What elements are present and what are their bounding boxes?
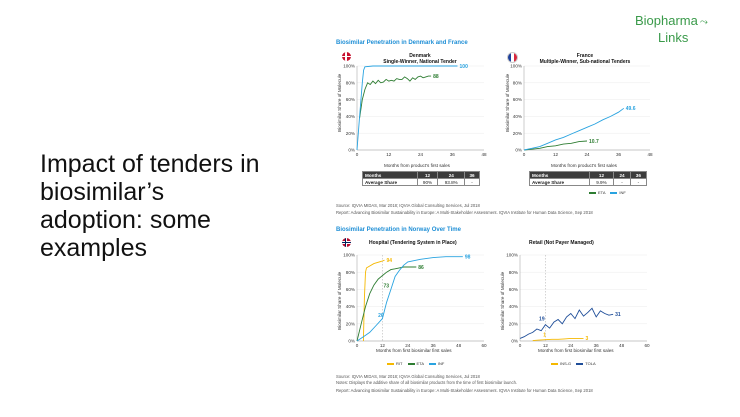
legend-swatch-ins-g xyxy=(551,363,558,364)
norway-hospital-xtick-label: 48 xyxy=(456,343,462,348)
denmark-ytick-label: 20% xyxy=(345,130,355,136)
table-cell: Average Share xyxy=(530,179,590,186)
norway-hospital-ylabel: Biosimilar Share of Molecule xyxy=(337,271,342,330)
denmark-xtick-label: 36 xyxy=(449,152,455,157)
legend-swatch-eta xyxy=(408,363,415,364)
denmark-ylabel: Biosimilar Share of Molecule xyxy=(337,73,342,132)
france-xtick-label: 36 xyxy=(615,152,622,157)
legend-label: ETA xyxy=(416,361,424,366)
norway-hospital-ytick-label: 40% xyxy=(345,304,355,310)
france-ytick-label: 20% xyxy=(512,130,522,136)
france-ylabel: Biosimilar Share of Molecule xyxy=(505,73,510,132)
norway-retail-series-tola xyxy=(520,308,613,338)
bottom-section-title: Biosimilar Penetration in Norway Over Time xyxy=(336,227,461,233)
france-ytick-label: 60% xyxy=(512,97,522,103)
title-line-3: adoption: some xyxy=(40,206,211,234)
norway-retail-series-ins-g xyxy=(533,338,584,340)
table-header: Months xyxy=(363,172,418,179)
norway-retail-xtick-label: 0 xyxy=(518,343,522,348)
norway-retail-xtick-label: 12 xyxy=(542,343,548,348)
table-cell: Average Share xyxy=(363,179,418,186)
chart-arrow-icon: ⤳ xyxy=(699,17,708,28)
france-ytick-label: 40% xyxy=(512,114,522,119)
title-line-1: Impact of tenders in xyxy=(40,150,260,178)
table-cell: 90% xyxy=(417,179,438,186)
table-header: 12 xyxy=(417,172,438,179)
legend-swatch-rit xyxy=(387,363,394,364)
norway-hospital-series-eta xyxy=(357,267,416,341)
table-header: 36 xyxy=(465,172,480,179)
france-xtick-label: 12 xyxy=(552,152,559,157)
top-source-line-2: Report: Advancing Biosimilar Sustainability in Europe: A Multi-Stakeholder Assessment. IQVIA Institute for Human Data Science, Sep 2018 xyxy=(336,210,593,215)
table-header: 24 xyxy=(438,172,465,179)
norway-hospital-ytick-label: 60% xyxy=(345,287,355,292)
france-data-label: 10.7 xyxy=(589,138,599,145)
norway-retail-xtick-label: 36 xyxy=(593,343,599,348)
title-line-4: examples xyxy=(40,234,147,262)
table-header: Months xyxy=(530,172,590,179)
bottom-source-line-3: Report: Advancing Biosimilar Sustainability in Europe: A Multi-Stakeholder Assessment. IQVIA Institute for Human Data Science, Sep 2018 xyxy=(336,388,593,393)
norway-retail-xtick-label: 24 xyxy=(568,343,574,348)
norway-hospital-ytick-label: 100% xyxy=(343,252,355,258)
france-data-label: 49.6 xyxy=(625,106,636,113)
legend-label: TOLA xyxy=(585,361,596,366)
legend-label: INF xyxy=(437,361,445,366)
logo-line-1: Biopharma xyxy=(635,13,698,28)
norway-hospital-title: Hospital (Tendering System in Place) xyxy=(369,240,457,246)
denmark-ytick-label: 80% xyxy=(345,80,355,86)
legend-swatch-tola xyxy=(576,363,583,364)
bottom-source-line-1: Source: IQVIA MIDAS, Mar 2018; IQVIA Global Consulting Services, Jul 2018 xyxy=(336,374,480,379)
norway-hospital-xtick-label: 60 xyxy=(481,343,487,348)
legend-label: INS-G xyxy=(560,361,572,366)
norway-retail-ytick-label: 20% xyxy=(508,321,518,327)
legend-label: INF xyxy=(619,190,626,195)
top-source-line-1: Source: IQVIA MIDAS, Mar 2018; IQVIA Global Consulting Services, Jul 2018 xyxy=(336,203,480,208)
france-subtitle: Multiple-Winner, Sub-national Tenders xyxy=(539,59,631,65)
denmark-ytick-label: 40% xyxy=(345,114,355,119)
table-cell: - xyxy=(630,179,646,186)
table-cell: - xyxy=(465,179,480,186)
norway-retail-ytick-label: 0% xyxy=(511,338,518,344)
logo-line-2: Links xyxy=(658,30,689,45)
legend-label: RIT xyxy=(396,361,403,366)
norway-hospital-xtick-label: 0 xyxy=(355,343,359,348)
bottom-source-line-2: Notes: Displays the additive share of all biosimilar products from the time of first biosimilar launch. xyxy=(336,380,518,385)
table-cell: 93.8% xyxy=(438,179,465,186)
norway-retail-data-label: 31 xyxy=(615,312,621,319)
norway-hospital-xlabel: Months from first biosimilar first sales xyxy=(376,348,452,353)
norway-retail-ytick-label: 40% xyxy=(508,304,518,310)
norway-retail-ytick-label: 60% xyxy=(508,287,518,292)
legend-label: ETA xyxy=(598,190,606,195)
table-cell: 9.9% xyxy=(589,179,614,186)
norway-retail-xtick-label: 48 xyxy=(619,343,625,348)
norway-hospital-annotation: 73 xyxy=(383,283,390,290)
denmark-data-label: 100 xyxy=(459,63,468,70)
france-xtick-label: 0 xyxy=(522,152,526,157)
norway-hospital-ytick-label: 20% xyxy=(345,321,355,327)
top-section-title: Biosimilar Penetration in Denmark and France xyxy=(336,40,468,46)
norway-retail-title: Retail (Not Payer Managed) xyxy=(529,240,594,246)
norway-retail-data-label: 3 xyxy=(585,336,589,343)
denmark-xlabel: Months from product's first sales xyxy=(384,163,450,168)
france-xtick-label: 24 xyxy=(584,152,590,157)
denmark-data-label: 88 xyxy=(433,73,439,80)
denmark-ytick-label: 0% xyxy=(348,147,355,153)
norway-hospital-ytick-label: 0% xyxy=(348,338,355,344)
table-cell: - xyxy=(614,179,630,186)
denmark-xtick-label: 0 xyxy=(355,152,359,157)
denmark-subtitle: Single-Winner, National Tender xyxy=(383,59,457,65)
denmark-xtick-label: 12 xyxy=(386,152,392,157)
norway-hospital-legend xyxy=(383,361,444,366)
norway-retail-legend xyxy=(547,361,596,366)
norway-retail-xlabel: Months from first biosimilar first sales xyxy=(538,348,614,353)
norway-hospital-xtick-label: 24 xyxy=(405,343,411,348)
france-xtick-label: 48 xyxy=(647,152,653,157)
legend-swatch-inf xyxy=(429,363,436,364)
denmark-xtick-label: 24 xyxy=(417,152,424,157)
denmark-country: Denmark xyxy=(409,53,431,59)
table-header: 24 xyxy=(614,172,630,179)
norway-hospital-annotation: 26 xyxy=(378,312,384,319)
norway-retail-ylabel: Biosimilar Share of Molecule xyxy=(500,271,505,330)
denmark-xtick-label: 48 xyxy=(481,152,487,157)
france-ytick-label: 0% xyxy=(515,147,522,153)
norway-hospital-series-inf xyxy=(357,257,463,341)
norway-hospital-xtick-label: 12 xyxy=(379,343,385,348)
france-country: France xyxy=(576,53,594,59)
denmark-ytick-label: 100% xyxy=(343,63,355,69)
table-header: 36 xyxy=(630,172,646,179)
france-xlabel: Months from product's first sales xyxy=(551,163,617,168)
norway-hospital-xtick-label: 36 xyxy=(430,343,436,348)
norway-hospital-data-label: 86 xyxy=(418,264,424,271)
table-header: 12 xyxy=(589,172,614,179)
norway-retail-ytick-label: 100% xyxy=(506,252,518,258)
norway-retail-xtick-label: 60 xyxy=(644,343,650,348)
france-ytick-label: 100% xyxy=(510,63,522,69)
norway-hospital-data-label: 94 xyxy=(386,257,393,264)
title-line-2: biosimilar’s xyxy=(40,178,165,206)
norway-retail-annotation: 19 xyxy=(539,316,545,323)
norway-hospital-ytick-label: 80% xyxy=(345,269,355,275)
norway-retail-annotation: 1 xyxy=(543,332,547,339)
norway-retail-ytick-label: 80% xyxy=(508,269,518,275)
norway-hospital-data-label: 98 xyxy=(464,254,471,261)
france-ytick-label: 80% xyxy=(512,80,522,86)
denmark-ytick-label: 60% xyxy=(345,97,355,103)
